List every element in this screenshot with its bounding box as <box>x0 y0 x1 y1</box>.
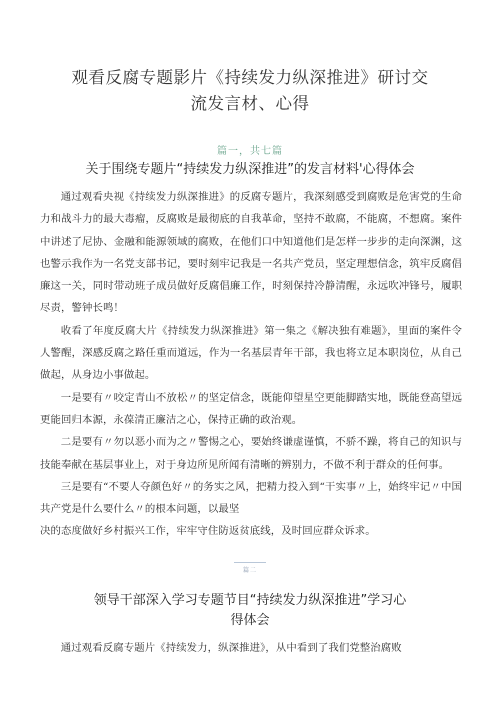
document-title-line-1: 观看反腐专题影片《持续发力纵深推进》研讨交 <box>71 68 429 87</box>
article-2-body <box>40 637 462 659</box>
article-divider <box>230 562 270 574</box>
article-1-paragraph: 二是要有〃勿以恶小而为之〃警惕之心，要始终谦虚谨慎，不骄不躁，将自己的知识与技能奉献在基层事业上，对于身边所见所闻有清晰的辨别力，不做不利于群众的任何事。 <box>40 436 462 471</box>
article-1-paragraph: 通过观看央视《持续发力纵深推进》的反腐专题片，我深刻感受到腐败是危害党的生命力和战斗力的最大毒瘤，反腐败是最彻底的自我革命，坚持不敢腐，不能腐，不想腐。案件中讲述了尼协、金融和能源领域的腐败，在他们口中知道他们是怎样一步步的走向深渊，这也警示我作为一名党支部书记，要时刻牢记我是一名共产党员，坚定理想信念，筑牢反腐倡廉这一关，同时带动班子成员做好反腐倡廉工作，时刻保持冷静清醒，永远吹冲锋号，履职尽责，警钟长鸣！ <box>40 191 462 315</box>
article-2-title-line-1: 领导干部深入学习专题节目“持续发力纵深推进”学习心 <box>93 593 407 608</box>
article-2-title-line-2: 得体会 <box>230 613 270 628</box>
article-2-paragraph: 通过观看反腐专题片《持续发力，纵深推进》，从中看到了我们党整治腐败 <box>60 642 402 654</box>
divider-label: 篇二 <box>242 567 257 574</box>
divider-line <box>234 562 266 563</box>
article-1-paragraph: 三是要有“不要人夺颜色好〃的务实之风，把精力投入到“干实事〃上，始终牢记〃中国共产党是什么要什么〃的根本问题，以最坚 <box>40 480 462 516</box>
article-1-paragraph: 收看了年度反腐大片《持续发力纵深推进》第一集之《解决独有难题》，里面的案件令人警醒，深感反腐之路任重而道远，作为一名基层青年干部，我也将立足本职岗位，从自己做起，从身边小事做起。 <box>40 324 462 382</box>
article-1-body <box>40 186 462 543</box>
document-title-line-2: 流发言材、心得 <box>190 94 310 113</box>
article-1-paragraph: 决的态度做好乡村振兴工作，牢牢守住防返贫底线，及时回应群众诉求。 <box>40 525 376 538</box>
section-label: 篇一，共七篇 <box>217 146 283 157</box>
article-1-paragraph: 一是要有〃咬定青山不放松〃的坚定信念，既能仰望星空更能脚踏实地，既能登高望远更能回归本源，永葆清正廉洁之心，保持正确的政治观。 <box>40 391 462 426</box>
article-1-title: 关于围绕专题片“持续发力纵深推进”的发言材料'心得体会 <box>85 162 415 177</box>
